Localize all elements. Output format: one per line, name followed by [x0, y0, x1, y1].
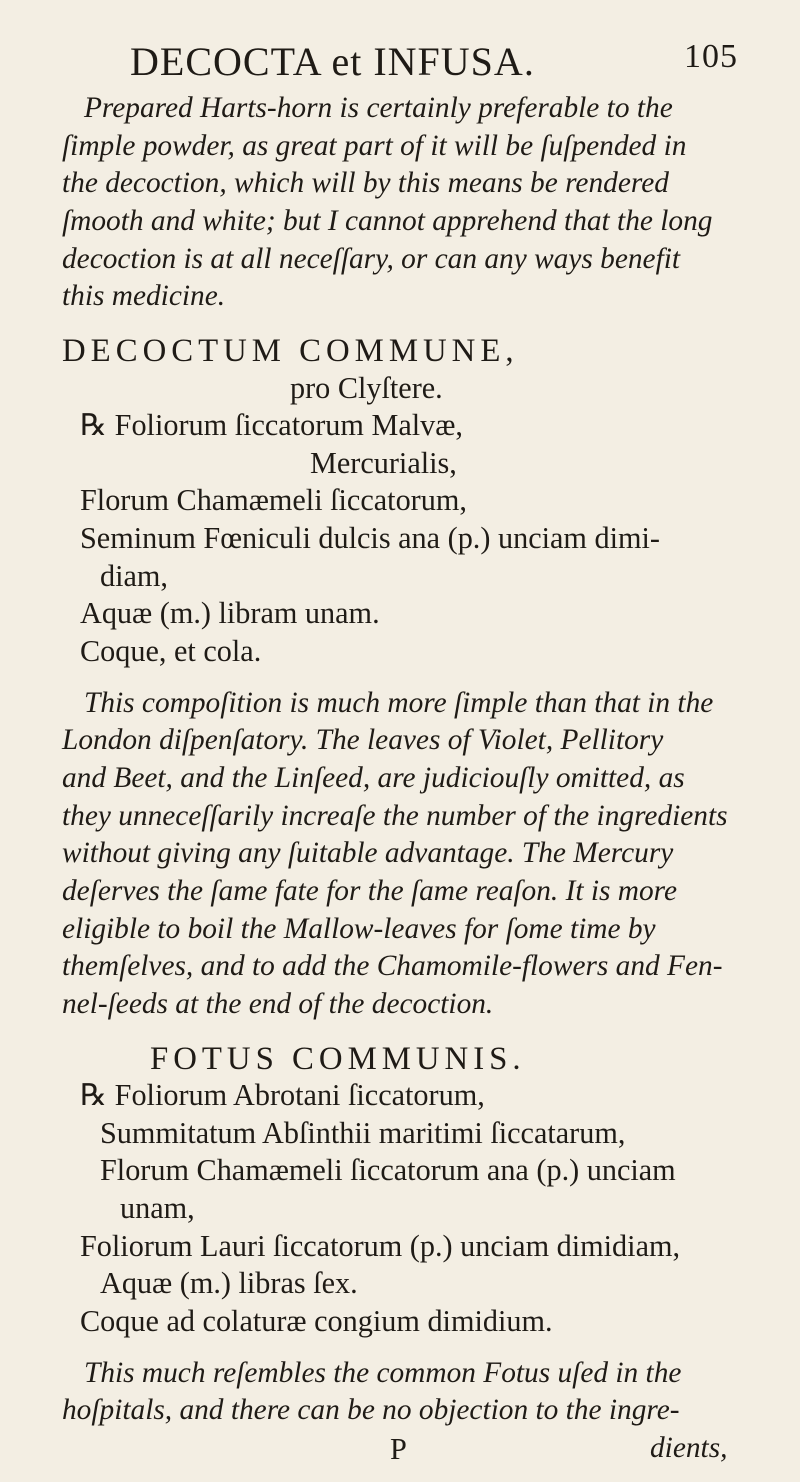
running-head-title: DECOCTA et INFUSA. [130, 39, 535, 84]
paragraph-1-line: ſimple powder, as great part of it will be ſuſpended in [62, 130, 687, 162]
paragraph-2-line: themſelves, and to add the Chamomile-flowers and Fen- [62, 950, 723, 982]
recipe-line: Coque, et cola. [80, 634, 262, 668]
recipe-heading: DECOCTUM COMMUNE, [62, 333, 519, 369]
paragraph-2-line: they unneceſſarily increaſe the number of the ingredients [62, 800, 728, 832]
recipe-subheading: pro Clyſtere. [290, 371, 443, 405]
paragraph-2-line: This compoſition is much more ſimple than that in the [84, 687, 714, 719]
running-head [130, 38, 770, 85]
recipe-line: Aquæ (m.) libras ſex. [100, 1266, 358, 1300]
paragraph-2-line: and Beet, and the Linſeed, are judiciouſly omitted, as [62, 762, 685, 794]
paragraph-2-line: without giving any ſuitable advantage. The Mercury [62, 837, 674, 869]
page-number: 105 [684, 38, 738, 75]
recipe-line: Florum Chamæmeli ſiccatorum ana (p.) unciam [100, 1153, 676, 1187]
paragraph-2-line: nel-ſeeds at the end of the decoction. [62, 988, 494, 1020]
recipe-line: diam, [100, 559, 168, 593]
paragraph-1-line: the decoction, which will by this means be rendered [62, 167, 669, 199]
recipe-line: Mercurialis, [310, 446, 457, 480]
paragraph-2-line: eligible to boil the Mallow-leaves for ſome time by [62, 913, 656, 945]
signature-mark: P [390, 1432, 407, 1466]
recipe-line: unam, [120, 1191, 195, 1225]
recipe-heading: FOTUS COMMUNIS. [150, 1041, 526, 1077]
recipe-line: Foliorum Lauri ſiccatorum (p.) unciam dimidiam, [80, 1229, 681, 1263]
paragraph-3-line: hoſpitals, and there can be no objection to the ingre- [62, 1394, 680, 1426]
recipe-line: Coque ad colaturæ congium dimidium. [80, 1304, 553, 1338]
paragraph-2-line: London diſpenſatory. The leaves of Violet, Pellitory [62, 724, 664, 756]
paragraph-1-line: decoction is at all neceſſary, or can any ways benefit [62, 243, 681, 275]
paragraph-3-line: This much reſembles the common Fotus uſed in the [84, 1357, 682, 1389]
recipe-line: ℞ Foliorum Abrotani ſiccatorum, [80, 1078, 485, 1112]
paragraph-2-line: deſerves the ſame fate for the ſame reaſon. It is more [62, 875, 678, 907]
recipe-line: Florum Chamæmeli ſiccatorum, [80, 483, 467, 517]
recipe-line: ℞ Foliorum ſiccatorum Malvæ, [80, 408, 463, 442]
recipe-line: Seminum Fœniculi dulcis ana (p.) unciam dimi- [80, 521, 660, 555]
recipe-line: Aquæ (m.) libram unam. [80, 596, 380, 630]
catchword: dients, [650, 1432, 728, 1464]
paragraph-1-line: this medicine. [62, 280, 226, 312]
recipe-line: Summitatum Abſinthii maritimi ſiccatarum, [100, 1116, 626, 1150]
paragraph-1-line: ſmooth and white; but I cannot apprehend that the long [62, 205, 713, 237]
paragraph-1-line: Prepared Harts-horn is certainly preferable to the [84, 92, 673, 124]
